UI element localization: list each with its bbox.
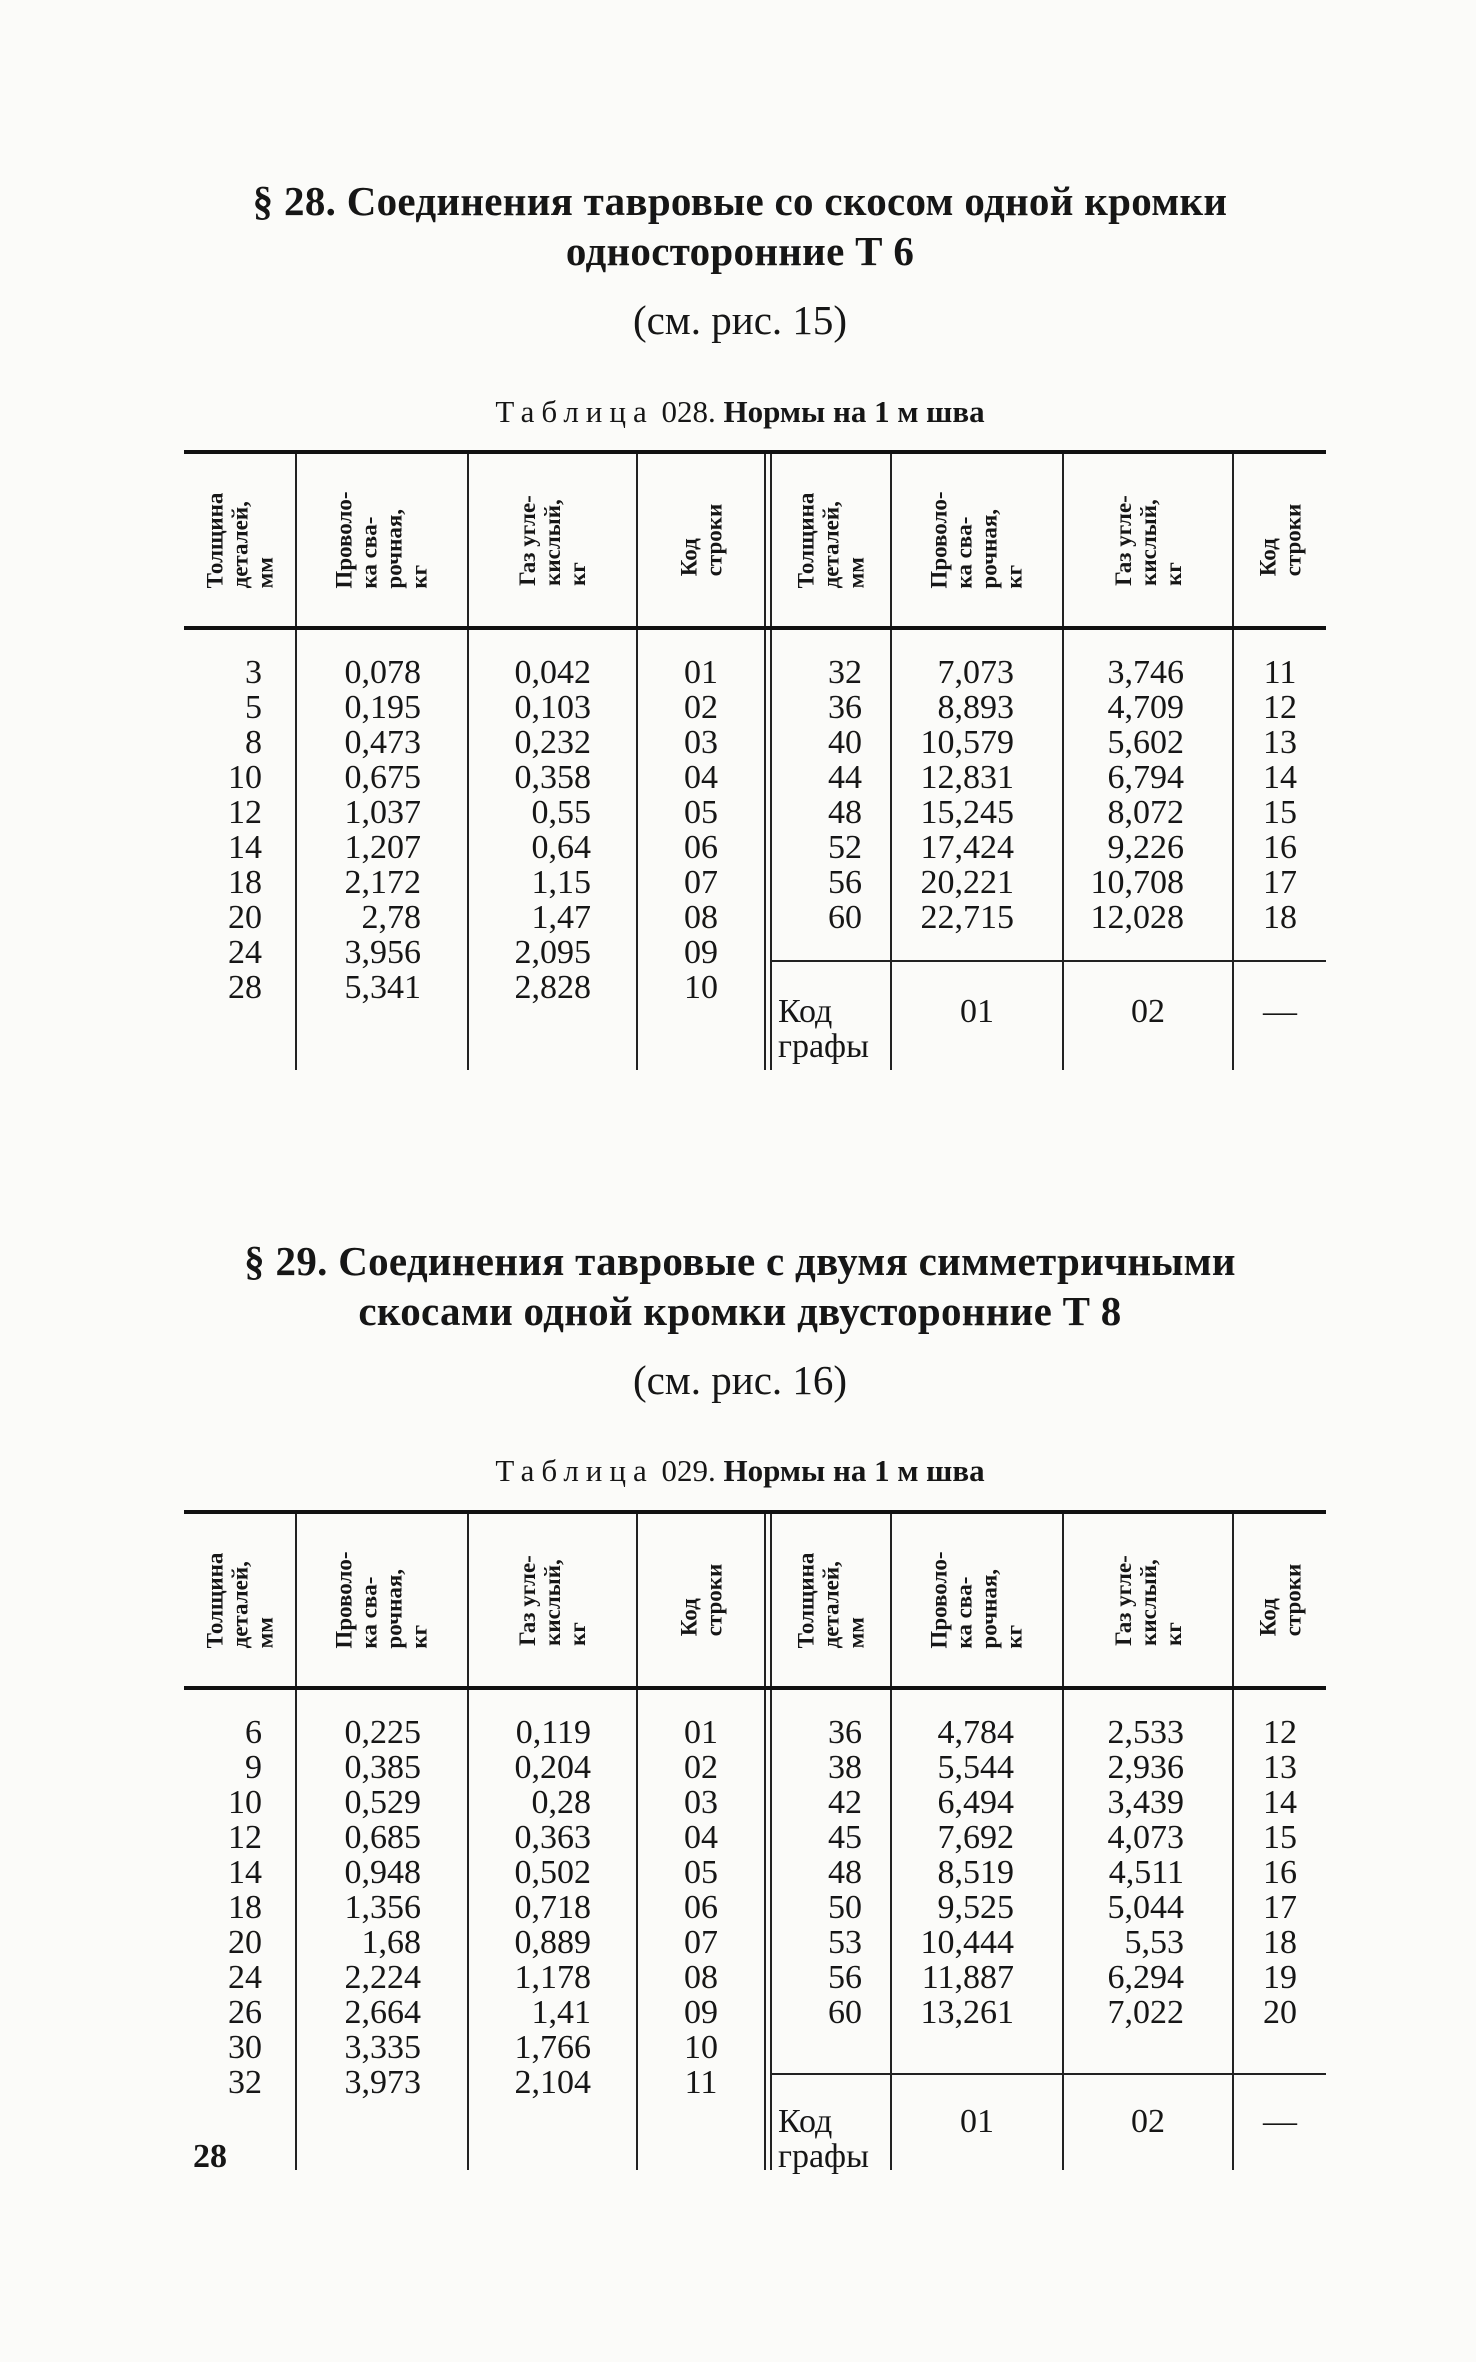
table-cell: 05: [684, 1854, 718, 1891]
table-cell: 0,195: [344, 689, 421, 726]
table-cell: 0,225: [344, 1714, 421, 1751]
caption-label: Таблица: [495, 1453, 654, 1488]
table-cell: 08: [684, 899, 718, 936]
table-cell: 0,232: [514, 724, 591, 761]
table-cell: 8: [245, 724, 262, 761]
table-cell: 30: [228, 2029, 262, 2066]
column-thickness-right: [772, 655, 862, 935]
page-number: 28: [193, 2138, 227, 2175]
table-cell: 0,358: [514, 759, 591, 796]
table-cell: 60: [828, 899, 862, 936]
table-cell: 07: [684, 1924, 718, 1961]
table-cell: 22,715: [920, 899, 1014, 936]
table-cell: 18: [228, 1889, 262, 1926]
code-row-rule: [772, 2073, 1326, 2075]
table-cell: 03: [684, 724, 718, 761]
table-cell: 1,41: [531, 1994, 591, 2031]
caption-number: 029.: [653, 1453, 724, 1488]
table-cell: 0,502: [514, 1854, 591, 1891]
header-code: Код строки: [1255, 1563, 1305, 1637]
table-cell: 8,072: [1107, 794, 1184, 831]
column-wire-left: [297, 1715, 421, 2100]
table-cell: 02: [684, 1749, 718, 1786]
column-gas-right: [1064, 655, 1184, 935]
table-cell: 15,245: [920, 794, 1014, 831]
table-cell: 17: [1263, 864, 1297, 901]
table-cell: 10,579: [920, 724, 1014, 761]
table-cell: 56: [828, 864, 862, 901]
table-cell: 10: [684, 969, 718, 1006]
table-cell: 16: [1263, 829, 1297, 866]
caption-title: Нормы на 1 м шва: [723, 394, 985, 429]
caption-title: Нормы на 1 м шва: [723, 1453, 985, 1488]
table-cell: 1,207: [344, 829, 421, 866]
table-cell: 18: [1263, 1924, 1297, 1961]
table-cell: 17,424: [920, 829, 1014, 866]
header-code: Код строки: [676, 503, 726, 577]
table-cell: 03: [684, 1784, 718, 1821]
table-cell: 20: [228, 1924, 262, 1961]
table-cell: 0,28: [531, 1784, 591, 1821]
table-cell: 1,15: [531, 864, 591, 901]
table-cell: 15: [1263, 794, 1297, 831]
caption-label: Таблица: [495, 394, 654, 429]
table-cell: 14: [228, 829, 262, 866]
column-thickness-left: [184, 1715, 262, 2100]
table-cell: 11: [684, 2064, 718, 2101]
table-cell: 5,544: [937, 1749, 1014, 1786]
table-cell: 14: [1263, 1784, 1297, 1821]
table-cell: 52: [828, 829, 862, 866]
column-code-right: [1234, 655, 1326, 935]
table-cell: 10,444: [920, 1924, 1014, 1961]
table-cell: 10: [228, 759, 262, 796]
table-cell: 0,889: [514, 1924, 591, 1961]
header-thickness: Толщина деталей, мм: [793, 492, 869, 588]
section-29-title: [150, 1236, 1330, 1336]
column-code-left: [638, 1715, 764, 2100]
table-cell: 3,956: [344, 934, 421, 971]
table-cell: 13,261: [920, 1994, 1014, 2031]
column-divider: [764, 454, 766, 626]
table-cell: 2,828: [514, 969, 591, 1006]
section-28-figure-ref: (см. рис. 15): [632, 297, 848, 343]
table-028: [184, 450, 1326, 1070]
table-cell: 05: [684, 794, 718, 831]
table-cell: 4,511: [1108, 1854, 1184, 1891]
table-cell: 28: [228, 969, 262, 1006]
table-cell: 0,078: [344, 654, 421, 691]
table-cell: 12: [228, 1819, 262, 1856]
table-cell: 01: [684, 654, 718, 691]
table-cell: 20,221: [920, 864, 1014, 901]
code-row-rule: [772, 960, 1326, 962]
table-cell: 5,341: [344, 969, 421, 1006]
table-cell: 5,602: [1107, 724, 1184, 761]
table-cell: 2,095: [514, 934, 591, 971]
code-row-gas: 02: [1131, 993, 1165, 1030]
table-cell: 8,519: [937, 1854, 1014, 1891]
table-cell: 2,104: [514, 2064, 591, 2101]
code-row-wire: 01: [960, 993, 994, 1030]
table-cell: 12: [228, 794, 262, 831]
table-029: [184, 1510, 1326, 2175]
table-cell: 2,224: [344, 1959, 421, 1996]
table-cell: 8,893: [937, 689, 1014, 726]
table-cell: 38: [828, 1749, 862, 1786]
table-header-rule: [184, 1686, 1326, 1690]
table-cell: 0,385: [344, 1749, 421, 1786]
table-cell: 1,178: [514, 1959, 591, 1996]
header-wire: Проволо- ка сва- рочная, кг: [331, 491, 432, 589]
table-cell: 11: [1263, 654, 1297, 691]
table-cell: 45: [828, 1819, 862, 1856]
table-cell: 3,335: [344, 2029, 421, 2066]
header-thickness: Толщина деталей, мм: [793, 1552, 869, 1648]
table-cell: 0,119: [515, 1714, 591, 1751]
table-cell: 3,746: [1107, 654, 1184, 691]
table-cell: 6,794: [1107, 759, 1184, 796]
table-cell: 7,073: [937, 654, 1014, 691]
column-gas-left: [469, 1715, 591, 2100]
table-cell: 3: [245, 654, 262, 691]
section-28-title: [150, 176, 1330, 276]
column-code-left: [638, 655, 764, 1005]
table-cell: 5: [245, 689, 262, 726]
table-cell: 48: [828, 1854, 862, 1891]
table-cell: 2,533: [1107, 1714, 1184, 1751]
table-cell: 3,973: [344, 2064, 421, 2101]
table-cell: 1,766: [514, 2029, 591, 2066]
table-cell: 9,525: [937, 1889, 1014, 1926]
table-cell: 7,692: [937, 1819, 1014, 1856]
header-wire: Проволо- ка сва- рочная, кг: [926, 491, 1027, 589]
table-cell: 1,356: [344, 1889, 421, 1926]
column-wire-right: [892, 655, 1014, 935]
table-cell: 5,53: [1124, 1924, 1184, 1961]
table-cell: 0,64: [531, 829, 591, 866]
table-cell: 16: [1263, 1854, 1297, 1891]
table-cell: 0,718: [514, 1889, 591, 1926]
header-code: Код строки: [1255, 503, 1305, 577]
table-cell: 04: [684, 1819, 718, 1856]
header-wire: Проволо- ка сва- рочная, кг: [331, 1551, 432, 1649]
table-cell: 40: [828, 724, 862, 761]
table-cell: 56: [828, 1959, 862, 1996]
table-cell: 0,204: [514, 1749, 591, 1786]
table-cell: 01: [684, 1714, 718, 1751]
table-cell: 9: [245, 1749, 262, 1786]
table-cell: 06: [684, 829, 718, 866]
table-cell: 10,708: [1090, 864, 1184, 901]
header-gas: Газ угле- кислый, кг: [515, 494, 590, 586]
table-cell: 0,529: [344, 1784, 421, 1821]
column-gas-left: [469, 655, 591, 1005]
table-cell: 02: [684, 689, 718, 726]
table-cell: 09: [684, 934, 718, 971]
table-cell: 13: [1263, 724, 1297, 761]
table-cell: 17: [1263, 1889, 1297, 1926]
section-title-line: § 29. Соединения тавровые с двумя симметричными: [244, 1238, 1236, 1284]
column-divider: [764, 1514, 766, 1686]
table-cell: 6,494: [937, 1784, 1014, 1821]
table-cell: 19: [1263, 1959, 1297, 1996]
table-cell: 08: [684, 1959, 718, 1996]
column-code-right: [1234, 1715, 1326, 2030]
table-cell: 18: [1263, 899, 1297, 936]
table-cell: 9,226: [1107, 829, 1184, 866]
table-cell: 32: [228, 2064, 262, 2101]
table-cell: 6: [245, 1714, 262, 1751]
table-cell: 12: [1263, 689, 1297, 726]
caption-number: 028.: [653, 394, 724, 429]
section-title-line: односторонние Т 6: [565, 228, 915, 274]
code-row-label: Код графы: [778, 993, 869, 1065]
table-029-caption: [150, 1452, 1330, 1490]
table-cell: 26: [228, 1994, 262, 2031]
table-cell: 24: [228, 1959, 262, 1996]
table-cell: 2,936: [1107, 1749, 1184, 1786]
code-row-dash: —: [1263, 993, 1297, 1030]
table-cell: 42: [828, 1784, 862, 1821]
table-cell: 10: [684, 2029, 718, 2066]
section-29-figure-ref: (см. рис. 16): [632, 1357, 848, 1403]
code-row-gas: 02: [1131, 2103, 1165, 2140]
table-cell: 4,073: [1107, 1819, 1184, 1856]
table-cell: 2,78: [361, 899, 421, 936]
column-gas-right: [1064, 1715, 1184, 2030]
table-cell: 20: [1263, 1994, 1297, 2031]
table-cell: 06: [684, 1889, 718, 1926]
table-cell: 1,47: [531, 899, 591, 936]
header-gas: Газ угле- кислый, кг: [1110, 494, 1186, 586]
header-thickness: Толщина деталей, мм: [202, 1552, 277, 1648]
table-cell: 60: [828, 1994, 862, 2031]
table-cell: 5,044: [1107, 1889, 1184, 1926]
table-cell: 04: [684, 759, 718, 796]
section-title-line: § 28. Соединения тавровые со скосом одной кромки: [252, 178, 1228, 224]
header-code: Код строки: [676, 1563, 726, 1637]
table-cell: 13: [1263, 1749, 1297, 1786]
column-divider: [764, 1690, 766, 2170]
table-cell: 11,887: [921, 1959, 1014, 1996]
code-row-wire: 01: [960, 2103, 994, 2140]
table-cell: 18: [228, 864, 262, 901]
table-028-caption: [150, 393, 1330, 431]
table-cell: 50: [828, 1889, 862, 1926]
table-cell: 0,685: [344, 1819, 421, 1856]
table-cell: 6,294: [1107, 1959, 1184, 1996]
table-cell: 3,439: [1107, 1784, 1184, 1821]
table-cell: 12,028: [1090, 899, 1184, 936]
table-cell: 09: [684, 1994, 718, 2031]
header-gas: Газ угле- кислый, кг: [1110, 1554, 1186, 1646]
table-cell: 48: [828, 794, 862, 831]
table-cell: 0,948: [344, 1854, 421, 1891]
table-cell: 36: [828, 689, 862, 726]
code-row-dash: —: [1263, 2103, 1297, 2140]
table-cell: 2,172: [344, 864, 421, 901]
table-cell: 0,473: [344, 724, 421, 761]
table-cell: 2,664: [344, 1994, 421, 2031]
code-row-label: Код графы: [778, 2103, 869, 2175]
table-cell: 20: [228, 899, 262, 936]
table-cell: 24: [228, 934, 262, 971]
table-cell: 44: [828, 759, 862, 796]
table-cell: 14: [228, 1854, 262, 1891]
table-cell: 0,363: [514, 1819, 591, 1856]
table-cell: 10: [228, 1784, 262, 1821]
header-wire: Проволо- ка сва- рочная, кг: [926, 1551, 1027, 1649]
table-cell: 14: [1263, 759, 1297, 796]
column-thickness-right: [772, 1715, 862, 2030]
table-cell: 0,042: [514, 654, 591, 691]
column-thickness-left: [184, 655, 262, 1005]
table-cell: 0,675: [344, 759, 421, 796]
table-cell: 12,831: [920, 759, 1014, 796]
table-cell: 53: [828, 1924, 862, 1961]
table-cell: 0,103: [514, 689, 591, 726]
header-thickness: Толщина деталей, мм: [202, 492, 277, 588]
table-cell: 7,022: [1107, 1994, 1184, 2031]
header-gas: Газ угле- кислый, кг: [515, 1554, 590, 1646]
table-cell: 12: [1263, 1714, 1297, 1751]
table-cell: 0,55: [531, 794, 591, 831]
table-header-rule: [184, 626, 1326, 630]
column-divider: [764, 630, 766, 1070]
column-wire-left: [297, 655, 421, 1005]
table-cell: 1,68: [361, 1924, 421, 1961]
table-cell: 1,037: [344, 794, 421, 831]
table-cell: 15: [1263, 1819, 1297, 1856]
column-wire-right: [892, 1715, 1014, 2030]
table-cell: 4,709: [1107, 689, 1184, 726]
table-cell: 07: [684, 864, 718, 901]
section-title-line: скосами одной кромки двусторонние Т 8: [358, 1288, 1122, 1334]
table-cell: 36: [828, 1714, 862, 1751]
table-cell: 4,784: [937, 1714, 1014, 1751]
table-cell: 32: [828, 654, 862, 691]
